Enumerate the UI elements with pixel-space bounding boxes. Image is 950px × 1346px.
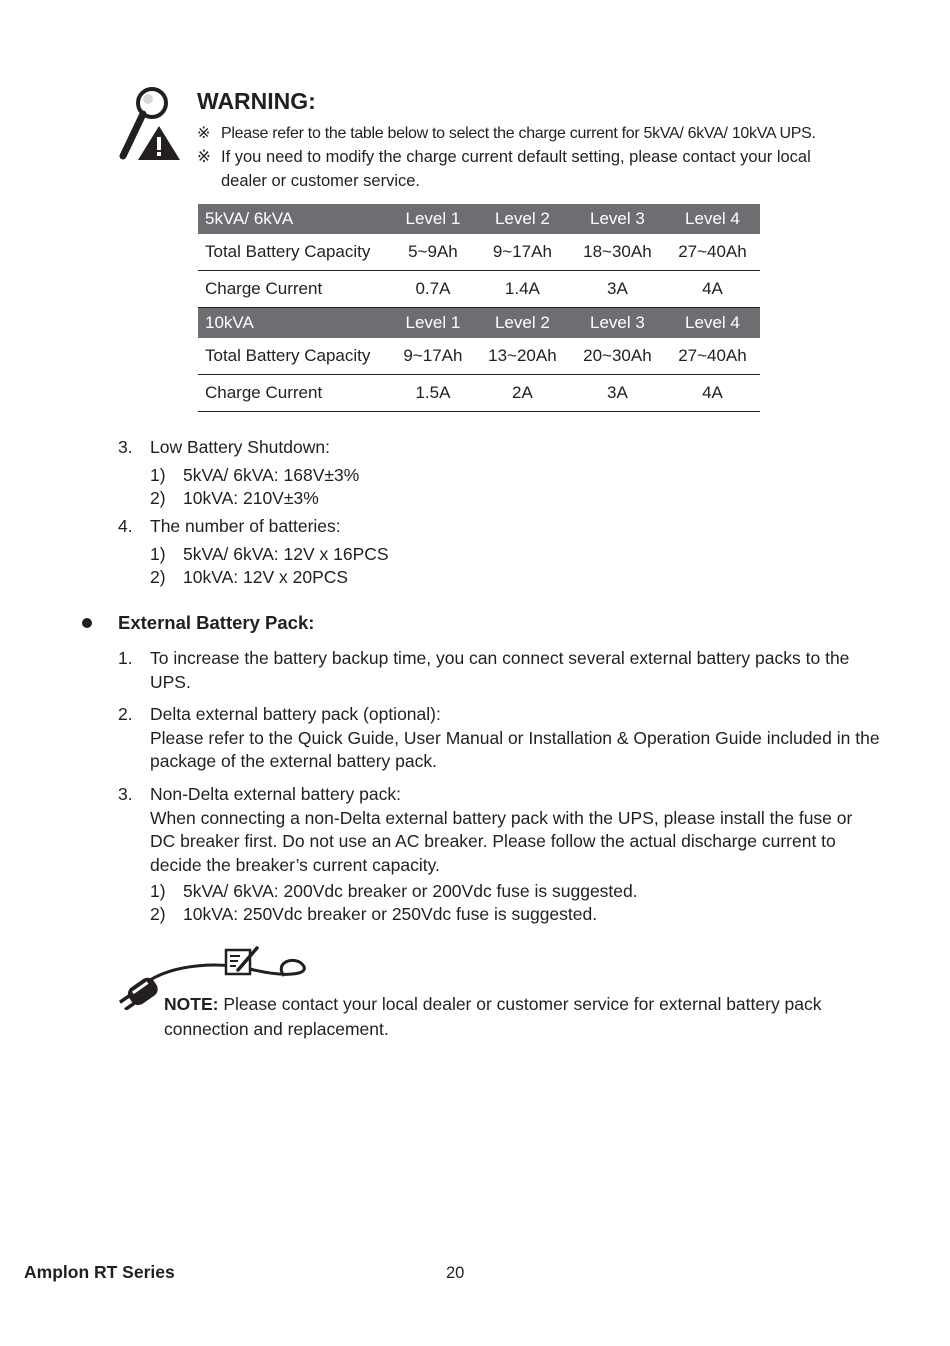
table-row: Charge Current 1.5A 2A 3A 4A	[198, 375, 760, 412]
warning-magnifier-icon	[114, 86, 184, 162]
table-row: Total Battery Capacity 9~17Ah 13~20Ah 20~30Ah 27~40Ah	[198, 338, 760, 375]
warning-line-2-cont: dealer or customer service.	[221, 172, 420, 190]
warning-line-1: ※ Please refer to the table below to select the charge current for 5kVA/ 6kVA/ 10kVA UPS.	[197, 122, 816, 145]
note-text: NOTE: Please contact your local dealer or customer service for external battery pack connection and replacement.	[164, 994, 822, 1039]
table-row: Charge Current 0.7A 1.4A 3A 4A	[198, 271, 760, 308]
table-header-10kva: 10kVA Level 1 Level 2 Level 3 Level 4	[198, 308, 760, 339]
warning-line-2: ※ If you need to modify the charge current default setting, please contact your local	[197, 146, 811, 169]
table-row: Total Battery Capacity 5~9Ah 9~17Ah 18~30Ah 27~40Ah	[198, 234, 760, 271]
footer-series: Amplon RT Series	[24, 1262, 175, 1282]
charge-current-table	[198, 204, 760, 412]
section-title: External Battery Pack:	[118, 612, 315, 633]
reference-mark: ※	[197, 148, 211, 166]
bullet-icon	[82, 618, 92, 628]
table-header-5-6kva: 5kVA/ 6kVA Level 1 Level 2 Level 3 Level 4	[198, 204, 760, 234]
reference-mark: ※	[197, 125, 211, 142]
note-label: NOTE:	[164, 994, 219, 1014]
page-number: 20	[446, 1264, 465, 1282]
warning-title: WARNING:	[197, 88, 316, 114]
